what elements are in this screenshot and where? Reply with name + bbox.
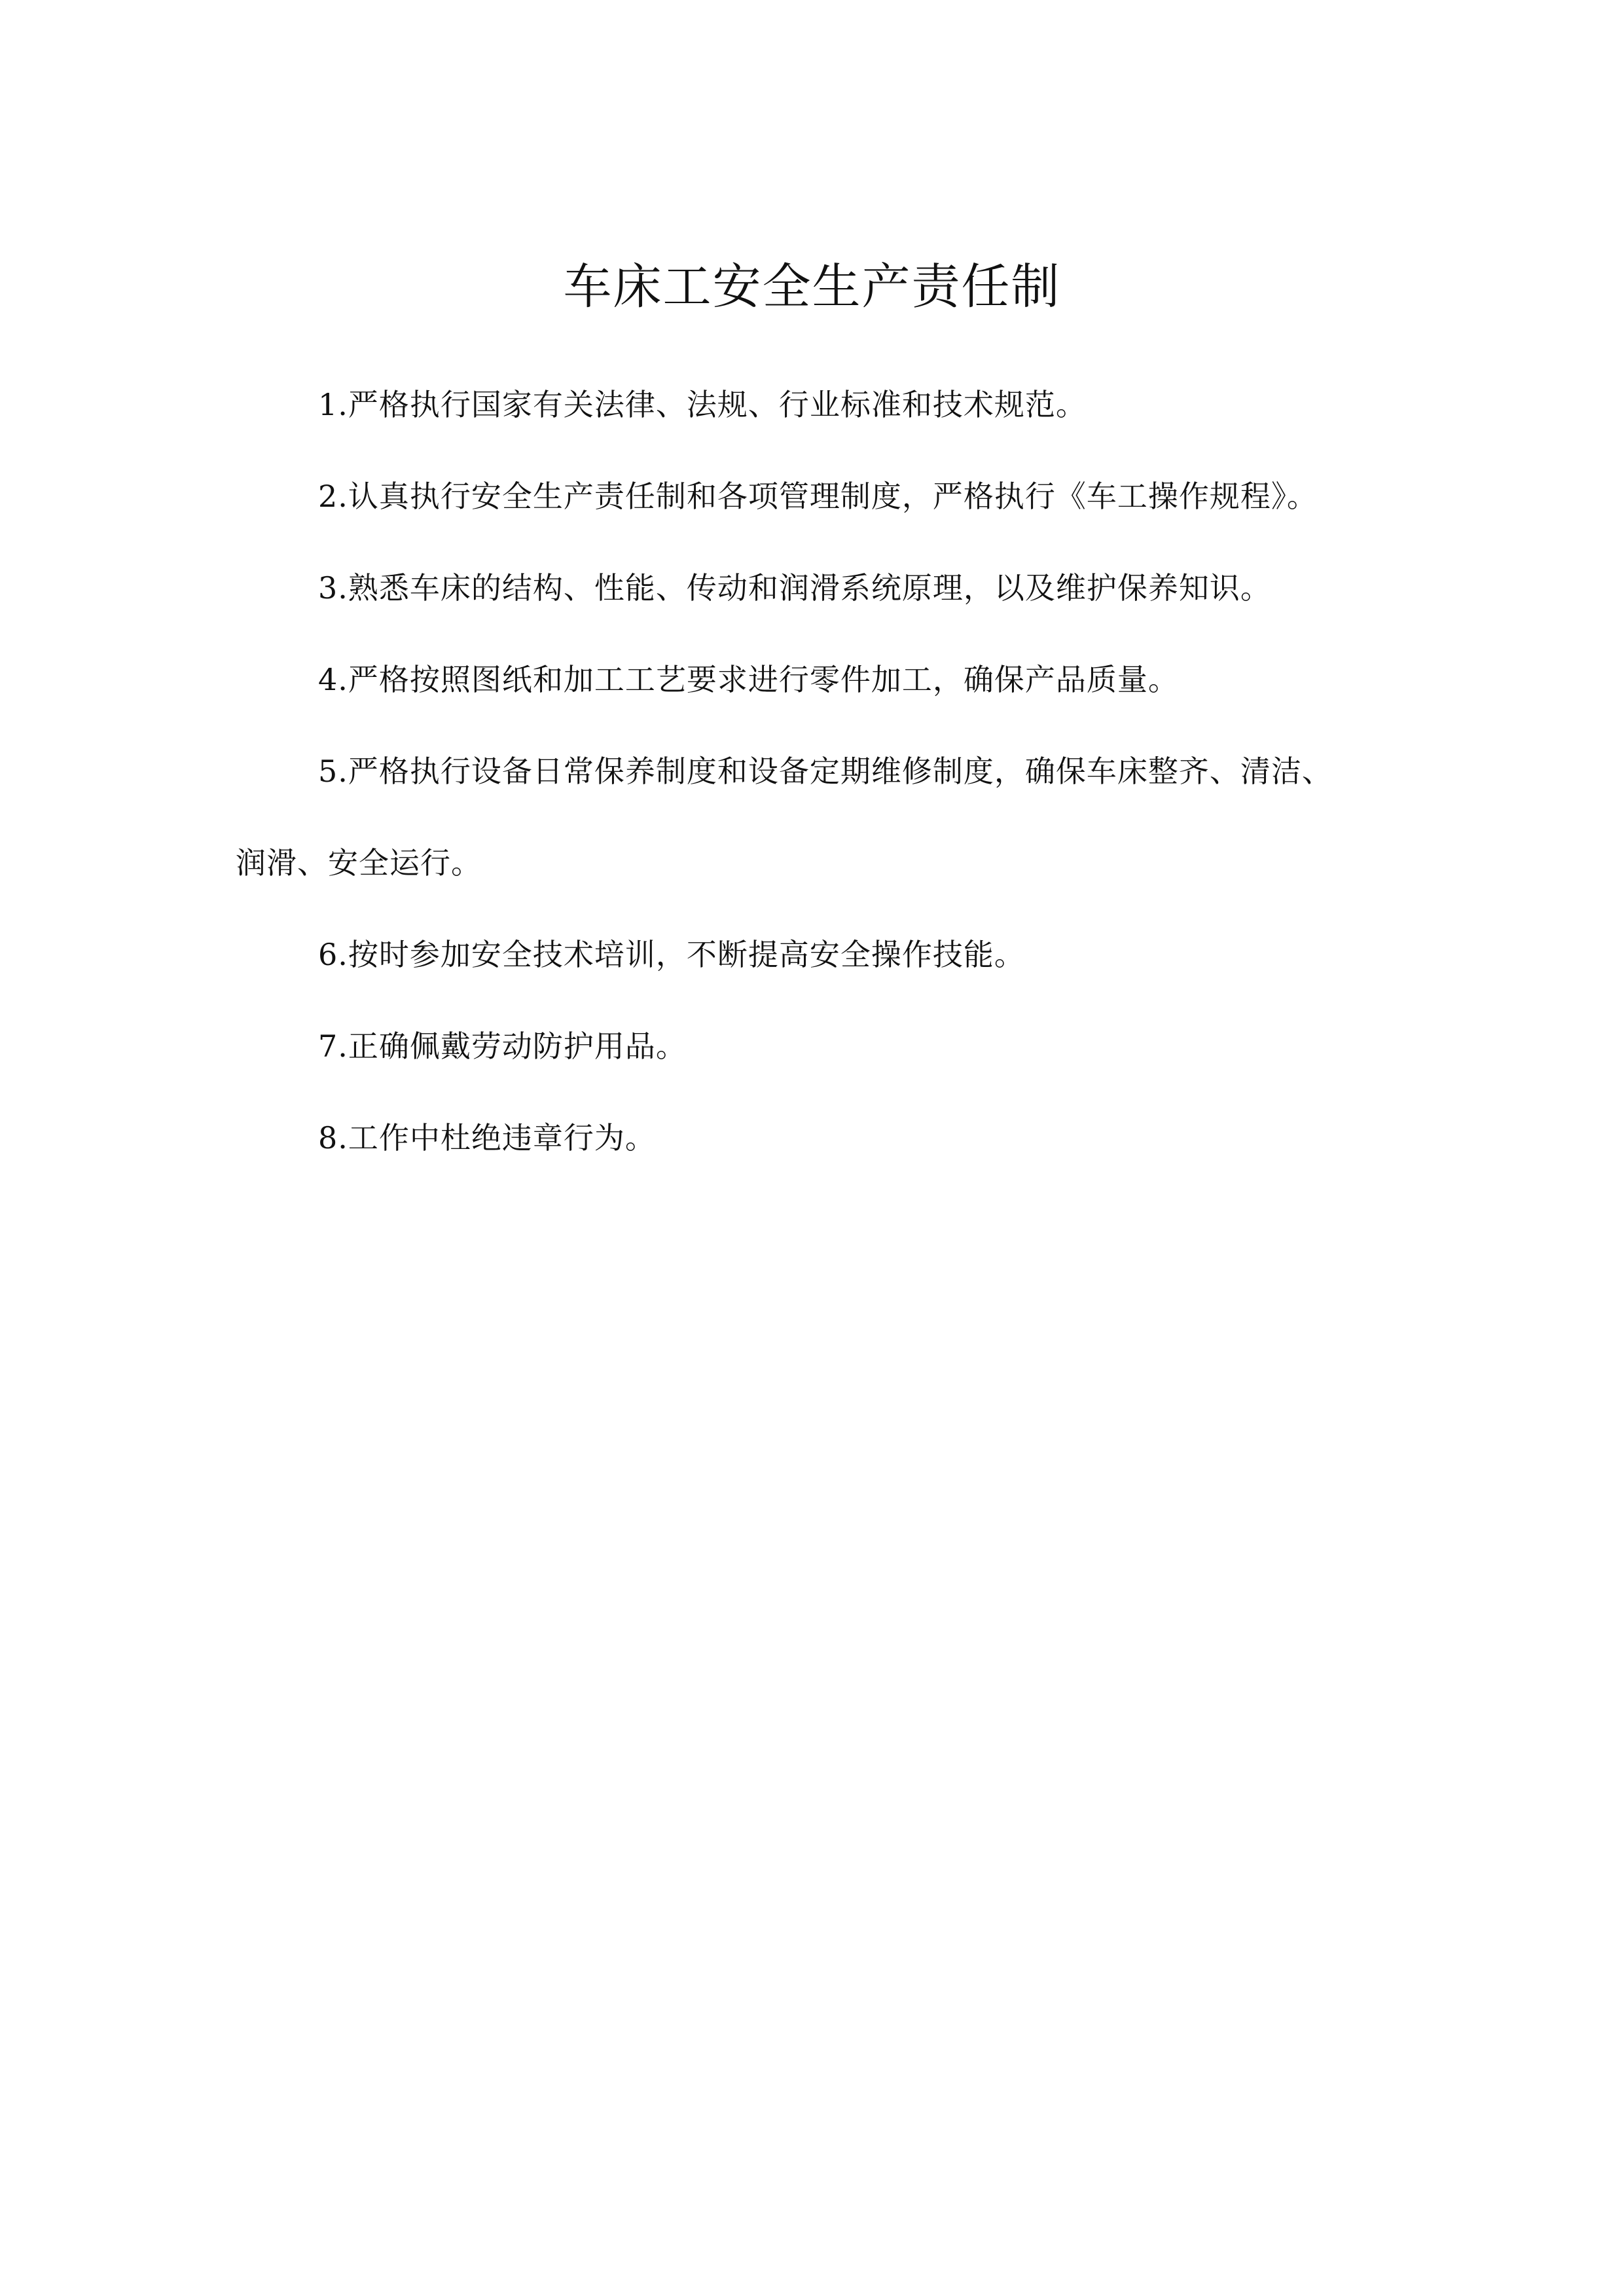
document-title: 车床工安全生产责任制 bbox=[563, 259, 1061, 315]
clause-5: 5.严格执行设备日常保养制度和设备定期维修制度，确保车床整齐、清洁、润滑、安全运行。 bbox=[236, 754, 1333, 881]
clause-8: 8.工作中杜绝违章行为。 bbox=[318, 1120, 656, 1156]
clause-1: 1.严格执行国家有关法律、法规、行业标准和技术规范。 bbox=[318, 387, 1087, 422]
clause-6: 6.按时参加安全技术培训，不断提高安全操作技能。 bbox=[318, 937, 1025, 972]
clause-2: 2.认真执行安全生产责任制和各项管理制度，严格执行《车工操作规程》。 bbox=[318, 479, 1318, 514]
clause-list bbox=[236, 359, 1348, 1184]
clause-4: 4.严格按照图纸和加工工艺要求进行零件加工，确保产品质量。 bbox=[318, 662, 1179, 697]
clause-7: 7.正确佩戴劳动防护用品。 bbox=[318, 1029, 687, 1064]
clause-3: 3.熟悉车床的结构、性能、传动和润滑系统原理，以及维护保养知识。 bbox=[318, 570, 1271, 606]
